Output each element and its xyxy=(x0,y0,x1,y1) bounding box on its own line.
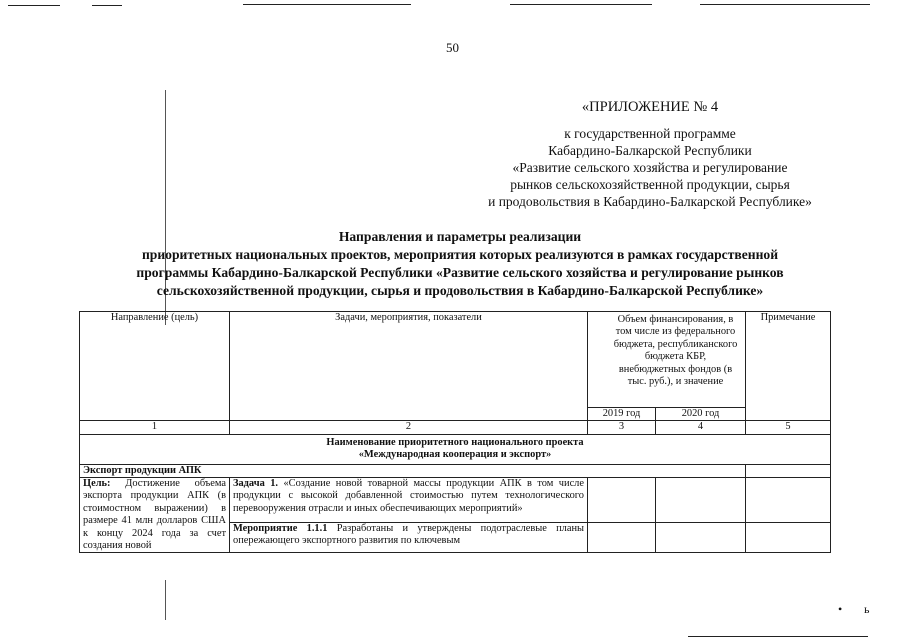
empty-cell xyxy=(656,478,746,523)
section-title: Экспорт продукции АПК xyxy=(80,464,746,477)
project-row xyxy=(80,434,831,464)
header-note: Примечание xyxy=(746,312,831,421)
table-row xyxy=(80,478,831,523)
col-number: 1 xyxy=(80,421,230,434)
scan-artifact-line xyxy=(688,636,868,637)
title-line: Направления и параметры реализации xyxy=(338,229,582,244)
scan-artifact-line xyxy=(243,4,411,5)
scan-artifact-dot: ь xyxy=(864,602,870,616)
table-column-numbers xyxy=(80,421,831,434)
project-line-1: Наименование приоритетного национального проекта xyxy=(326,436,584,448)
scan-artifact-dot: • xyxy=(838,602,843,616)
appendix-line: рынков сельскохозяйственной продукции, сырья xyxy=(510,177,790,192)
empty-cell xyxy=(588,478,656,523)
goal-text: Достижение объема экспорта продукции АПК (в стоимостном выражении) в размере 41 млн долларов США к концу 2024 года за счет создания новой xyxy=(83,478,226,552)
empty-cell xyxy=(588,523,656,553)
col-number: 2 xyxy=(230,421,588,434)
header-funding xyxy=(588,312,746,408)
page-number: 50 xyxy=(446,40,459,55)
measure-cell xyxy=(230,523,588,553)
col-number: 3 xyxy=(588,421,656,434)
goal-label: Цель: xyxy=(83,478,111,490)
empty-cell xyxy=(746,478,831,523)
empty-cell xyxy=(746,523,831,553)
task-text: «Создание новой товарной массы продукции АПК в том числе продукции с высокой добавленной стоимостью путем технологического перевооружения отрасли и иных обеспечивающих мероприятий» xyxy=(233,478,584,514)
col-number: 4 xyxy=(656,421,746,434)
parameters-table xyxy=(79,311,831,553)
header-direction: Направление (цель) xyxy=(80,312,230,421)
project-line-2: «Международная кооперация и экспорт» xyxy=(358,449,552,461)
appendix-block xyxy=(470,99,830,210)
empty-cell xyxy=(656,523,746,553)
header-funding-text: Объем финансирования, в том числе из федерального бюджета, республиканского бюджета КБР, внебюджетных фондов (в тыс. руб.), и значение xyxy=(613,314,738,388)
scan-artifact-line xyxy=(700,4,870,5)
empty-cell xyxy=(746,464,831,477)
appendix-line: к государственной программе xyxy=(564,126,736,141)
header-tasks: Задачи, мероприятия, показатели xyxy=(230,312,588,421)
table-header-row xyxy=(80,312,831,408)
scan-artifact-line xyxy=(92,5,122,6)
appendix-line: Кабардино-Балкарской Республики xyxy=(548,143,752,158)
section-row xyxy=(80,464,831,477)
scan-artifact-line xyxy=(510,4,652,5)
task-cell xyxy=(230,478,588,523)
measure-label: Мероприятие 1.1.1 xyxy=(233,523,328,535)
measure-text: Разработаны и утверждены подотраслевые планы опережающего экспортного развития по ключевым xyxy=(233,523,585,547)
goal-cell xyxy=(80,478,230,553)
title-line: приоритетных национальных проектов, мероприятия которых реализуются в рамках государственной xyxy=(141,247,779,262)
header-year-2020: 2020 год xyxy=(656,408,746,421)
document-title xyxy=(60,228,860,300)
task-label: Задача 1. xyxy=(233,478,279,490)
appendix-heading: «ПРИЛОЖЕНИЕ № 4 xyxy=(581,99,719,115)
project-name-cell xyxy=(80,434,831,464)
scan-artifact-vertical xyxy=(165,580,166,620)
header-year-2019: 2019 год xyxy=(588,408,656,421)
title-line: сельскохозяйственной продукции, сырья и продовольствия в Кабардино-Балкарской Республике» xyxy=(156,283,764,298)
scan-artifact-line xyxy=(8,5,60,6)
appendix-line: «Развитие сельского хозяйства и регулирование xyxy=(512,160,788,175)
appendix-line: и продовольствия в Кабардино-Балкарской Республике» xyxy=(488,194,812,209)
title-line: программы Кабардино-Балкарской Республики «Развитие сельского хозяйства и регулирование рынков xyxy=(136,265,784,280)
col-number: 5 xyxy=(746,421,831,434)
